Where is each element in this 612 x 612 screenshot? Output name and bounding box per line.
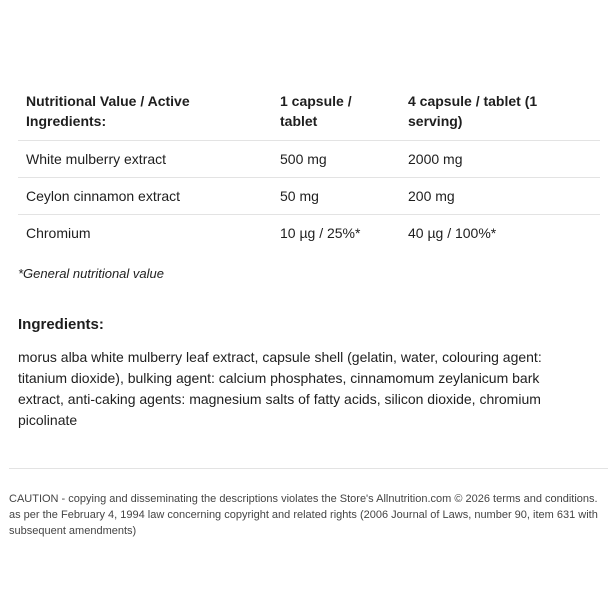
ingredients-text: morus alba white mulberry leaf extract, capsule shell (gelatin, water, colouring agent: titanium dioxide), bulking agent: calcium phosphates, cinnamomum zeylanicum bark extract, anti-caking agents: magnesium salts of fatty acids, silicon dioxide, chromium picolinate [18, 349, 542, 428]
per-serving-value: 200 mg [400, 178, 600, 215]
header-per-serving: 4 capsule / tablet (1 serving) [400, 87, 600, 141]
section-divider [9, 468, 608, 469]
per-capsule-value: 50 mg [272, 178, 400, 215]
copyright-caution: CAUTION - copying and disseminating the descriptions violates the Store's Allnutrition.com © 2026 terms and conditions. as per the February 4, 1994 law concerning copyright and related rights (2006 Journal of Laws, number 90, item 631 with subsequent amendments) [9, 493, 598, 537]
per-serving-value: 2000 mg [400, 141, 600, 178]
ingredient-name: Chromium [26, 225, 91, 241]
nutrition-table [18, 87, 600, 251]
per-capsule-value: 10 µg / 25%* [280, 225, 361, 241]
per-capsule-value: 500 mg [272, 141, 400, 178]
header-per-capsule: 1 capsule / tablet [272, 87, 400, 141]
nutrition-footnote: *General nutritional value [18, 266, 164, 281]
header-ingredient: Nutritional Value / Active Ingredients: [18, 87, 272, 141]
per-serving-value: 40 µg / 100%* [408, 225, 497, 241]
table-row [18, 141, 600, 178]
ingredient-name: White mulberry extract [18, 141, 272, 178]
ingredients-heading: Ingredients: [18, 316, 104, 333]
ingredient-name: Ceylon cinnamon extract [18, 178, 272, 215]
table-row [18, 178, 600, 215]
table-header-row [18, 87, 600, 141]
table-row [18, 215, 600, 252]
